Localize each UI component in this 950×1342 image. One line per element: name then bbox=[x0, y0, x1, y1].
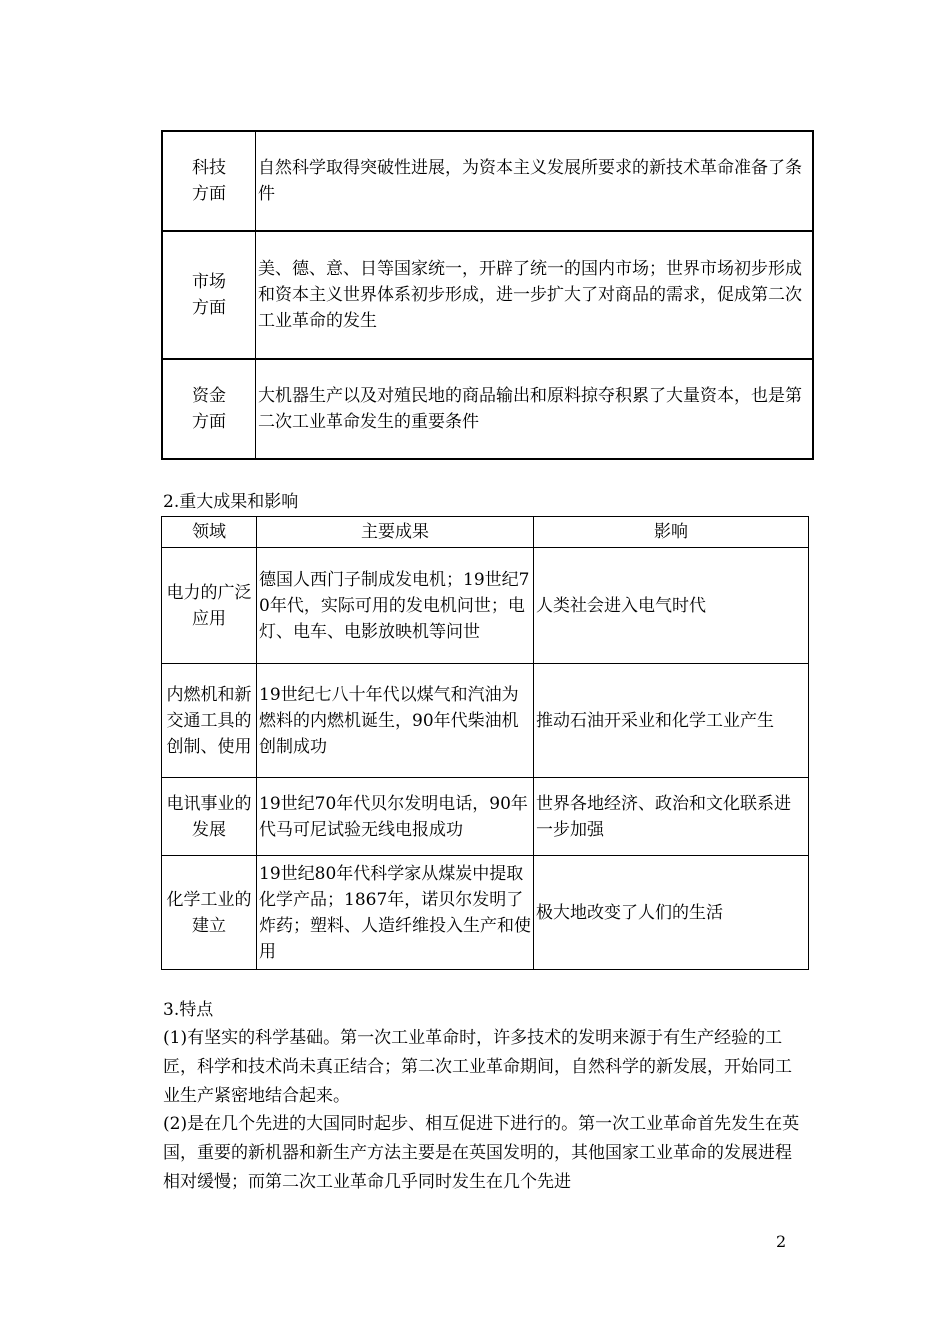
result-cell: 德国人西门子制成发电机；19世纪70年代，实际可用的发电机问世；电灯、电车、电影放映机等问世 bbox=[257, 548, 534, 664]
conditions-table bbox=[161, 130, 814, 460]
category-line: 市场 bbox=[192, 272, 226, 292]
impact-cell: 人类社会进入电气时代 bbox=[534, 548, 809, 664]
category-cell bbox=[162, 359, 256, 459]
paragraph: (1)有坚实的科学基础。第一次工业革命时，许多技术的发明来源于有生产经验的工匠，科学和技术尚未真正结合；第二次工业革命期间，自然科学的新发展，开始同工业生产紧密地结合起来。 bbox=[163, 1028, 792, 1106]
table-header-row bbox=[162, 517, 809, 548]
table-row bbox=[162, 548, 809, 664]
table-row bbox=[162, 231, 813, 359]
table-row bbox=[162, 856, 809, 970]
field-cell: 电力的广泛应用 bbox=[162, 548, 257, 664]
page-number: 2 bbox=[776, 1232, 787, 1251]
table-row bbox=[162, 131, 813, 231]
impact-cell: 推动石油开采业和化学工业产生 bbox=[534, 664, 809, 778]
category-cell bbox=[162, 231, 256, 359]
field-cell: 内燃机和新交通工具的创制、使用 bbox=[162, 664, 257, 778]
paragraph: (2)是在几个先进的大国同时起步、相互促进下进行的。第一次工业革命首先发生在英国，重要的新机器和新生产方法主要是在英国发明的，其他国家工业革命的发展进程相对缓慢；而第二次工业革命几乎同时发生在几个先进 bbox=[163, 1114, 800, 1192]
section-heading: 3.特点 bbox=[163, 1000, 214, 1020]
table-row bbox=[162, 664, 809, 778]
table-row bbox=[162, 778, 809, 856]
column-header: 领域 bbox=[162, 517, 257, 548]
category-line: 方面 bbox=[192, 412, 226, 432]
result-cell: 19世纪80年代科学家从煤炭中提取化学产品；1867年，诺贝尔发明了炸药；塑料、人造纤维投入生产和使用 bbox=[257, 856, 534, 970]
description-cell: 大机器生产以及对殖民地的商品输出和原料掠夺积累了大量资本，也是第二次工业革命发生的重要条件 bbox=[256, 359, 814, 459]
table-row bbox=[162, 359, 813, 459]
result-cell: 19世纪七八十年代以煤气和汽油为燃料的内燃机诞生，90年代柴油机创制成功 bbox=[257, 664, 534, 778]
category-line: 方面 bbox=[192, 298, 226, 318]
description-cell: 自然科学取得突破性进展，为资本主义发展所要求的新技术革命准备了条件 bbox=[256, 131, 814, 231]
achievements-table bbox=[161, 516, 809, 970]
column-header: 影响 bbox=[534, 517, 809, 548]
result-cell: 19世纪70年代贝尔发明电话，90年代马可尼试验无线电报成功 bbox=[257, 778, 534, 856]
field-cell: 化学工业的建立 bbox=[162, 856, 257, 970]
section-heading: 2.重大成果和影响 bbox=[163, 492, 299, 512]
category-line: 方面 bbox=[192, 184, 226, 204]
category-cell bbox=[162, 131, 256, 231]
category-line: 资金 bbox=[192, 386, 226, 406]
column-header: 主要成果 bbox=[257, 517, 534, 548]
description-cell: 美、德、意、日等国家统一，开辟了统一的国内市场；世界市场初步形成和资本主义世界体系初步形成，进一步扩大了对商品的需求，促成第二次工业革命的发生 bbox=[256, 231, 814, 359]
field-cell: 电讯事业的发展 bbox=[162, 778, 257, 856]
impact-cell: 世界各地经济、政治和文化联系进一步加强 bbox=[534, 778, 809, 856]
impact-cell: 极大地改变了人们的生活 bbox=[534, 856, 809, 970]
category-line: 科技 bbox=[192, 158, 226, 178]
